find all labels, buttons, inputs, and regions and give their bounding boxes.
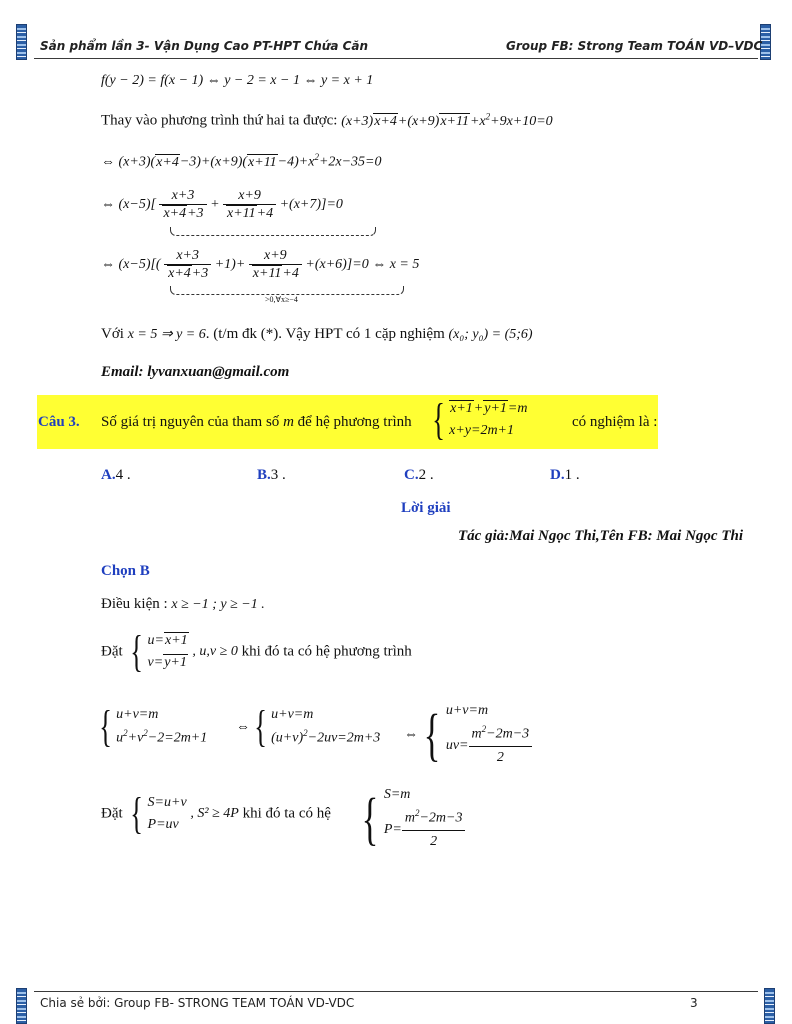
footer-ornament-right [764,988,775,1024]
system-sp: { S=m P= $\frac{m^2-2m-3}{2}$ [356,784,465,854]
footer-page-number: 3 [690,996,698,1010]
substitution-line [101,111,553,130]
footer-ornament-left [16,988,27,1024]
option-d[interactable]: D.1 . [550,467,580,483]
underbrace-2 [170,286,404,295]
solution-choice: Chọn B [101,563,150,579]
underbrace-note: >0,∀x≥−4 [265,295,298,304]
header-ornament-left [16,24,27,60]
condition-line: Điều kiện : x ≥ −1 ; y ≥ −1 . [101,596,265,612]
equation-line-3: ⇔ (x−5)[ $\frac{x+3}{x+4+3}$ + $\frac{x+9}{x+11+4}$ +(x+7)]=0 [101,188,343,221]
substitution-sp: Đặt { S=u+v P=uv , S² ≥ 4P khi đó ta có hệ [101,789,331,839]
solution-author: Tác giả:Mai Ngọc Thi,Tên FB: Mai Ngọc Thi [458,528,743,544]
substitution-equation: $(x+3)x+4+(x+9)x+11+x^2+9x+10=0$ [341,111,553,129]
question-system: { x+1+y+1=m x+y=2m+1 [432,395,528,445]
footer-rule [34,991,758,992]
underbrace-1 [170,227,376,236]
equation-line-4: ⇔ (x−5)[( $\frac{x+3}{x+4+3}$ +1)+ $\frac{x+9}{x+11+4}$ +(x+6)]=0 ⇔ x = 5 [101,248,420,281]
question-text: Số giá trị nguyên của tham số m để hệ phương trình [101,414,412,430]
option-b[interactable]: B.3 . [257,467,286,483]
footer-left: Chia sẻ bởi: Group FB- STRONG TEAM TOÁN VD-VDC [40,996,355,1010]
header-left-title: Sản phẩm lần 3- Vận Dụng Cao PT-HPT Chứa Căn [40,39,369,53]
header-rule [34,58,758,59]
email-line: Email: lyvanxuan@gmail.com [101,364,290,380]
option-c[interactable]: C.2 . [404,467,434,483]
equation-line-1: f(y − 2) = f(x − 1) ⇔ y − 2 = x − 1 ⇔ y = x + 1 [101,73,374,88]
system-transform-3: ⇔{ u+v=m uv= $\frac{m^2-2m-3}{2}$ [404,700,532,770]
header-right-title: Group FB: Strong Team TOÁN VD–VDC [506,39,763,53]
substitution-uv: Đặt { u=x+1 v=y+1 , u,v ≥ 0 khi đó ta có hệ phương trình [101,627,412,677]
system-transform-1: { u+v=m $u^2+v^2-2=2m+1$ [99,702,208,752]
option-a[interactable]: A.4 . [101,467,131,483]
system-transform-2: ⇔{ u+v=m $(u+v)^2-2uv=2m+3$ [236,702,381,752]
solution-title: Lời giải [401,500,451,516]
question-tail: có nghiệm là : [572,414,658,430]
substitution-text: Thay vào phương trình thứ hai ta được: [101,112,338,129]
equation-line-2: ⇔ $(x+3)(x+4-3)+(x+9)(x+11-4)+x^2+2x-35=0$ [101,152,382,170]
question-label: Câu 3. [38,414,80,430]
result-line: Với x = 5 ⇒ y = 6. (t/m đk (*). Vậy HPT có 1 cặp nghiệm (x₀; y₀) = (5;6) [101,326,533,342]
